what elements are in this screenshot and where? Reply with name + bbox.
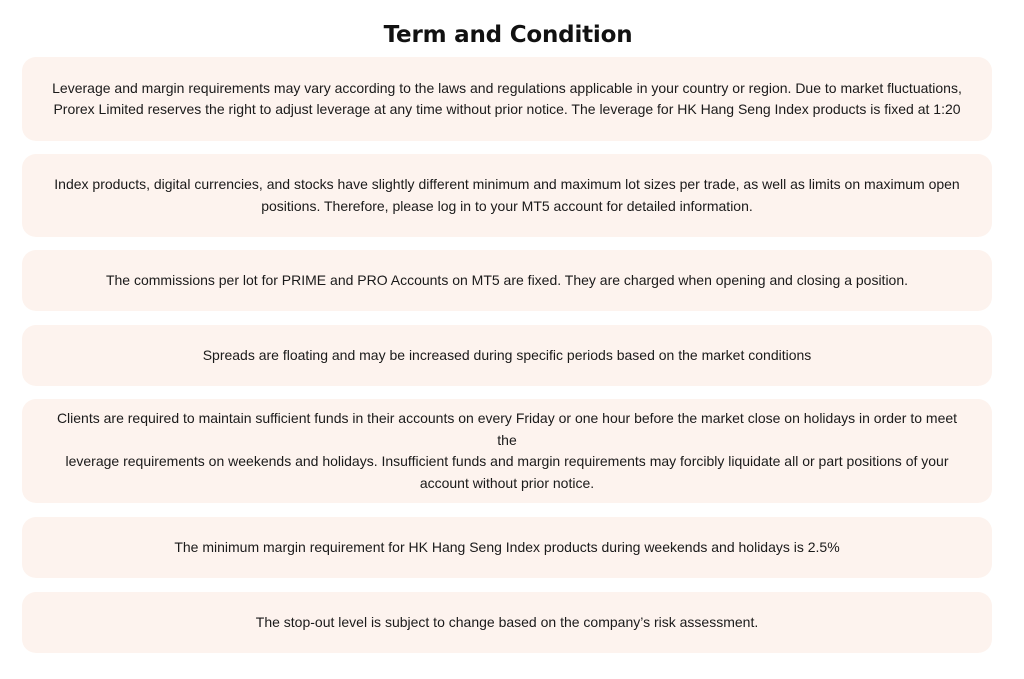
page-title: Term and Condition <box>383 22 633 48</box>
term-card-sufficient-funds <box>22 399 992 503</box>
term-text <box>54 174 959 217</box>
term-text <box>52 78 962 121</box>
term-card-lot-sizes <box>22 154 992 237</box>
term-text <box>256 612 758 634</box>
term-line: positions. Therefore, please log in to your MT5 account for detailed information. <box>261 197 753 214</box>
term-line: The minimum margin requirement for HK Hang Seng Index products during weekends and holidays is 2.5% <box>174 538 840 555</box>
term-card-spreads <box>22 325 992 386</box>
term-text <box>46 408 968 494</box>
term-line: Leverage and margin requirements may vary according to the laws and regulations applicable in your country or region. Due to market fluctuations, <box>52 79 962 96</box>
term-line: Clients are required to maintain sufficient funds in their accounts on every Friday or one hour before the market close on holidays in order to meet the <box>56 410 958 448</box>
term-card-stop-out <box>22 592 992 653</box>
term-line: Prorex Limited reserves the right to adjust leverage at any time without prior notice. The leverage for HK Hang Seng Index products is fixed at 1:20 <box>53 101 961 117</box>
term-card-minimum-margin <box>22 517 992 578</box>
term-line: leverage requirements on weekends and holidays. Insufficient funds and margin requirements may forcibly liquidate all or part positions of your <box>65 453 949 469</box>
term-card-leverage <box>22 57 992 141</box>
term-text <box>174 537 839 559</box>
term-text <box>203 345 812 367</box>
term-card-commissions <box>22 250 992 311</box>
term-line: The stop-out level is subject to change based on the company’s risk assessment. <box>255 613 759 630</box>
term-line: The commissions per lot for PRIME and PRO Accounts on MT5 are fixed. They are charged when opening and closing a position. <box>105 271 909 288</box>
term-line: Index products, digital currencies, and stocks have slightly different minimum and maximum lot sizes per trade, as well as limits on maximum open <box>54 176 960 192</box>
term-line: Spreads are floating and may be increased during specific periods based on the market conditions <box>202 346 812 363</box>
term-line: account without prior notice. <box>419 474 595 491</box>
term-text <box>106 270 908 292</box>
